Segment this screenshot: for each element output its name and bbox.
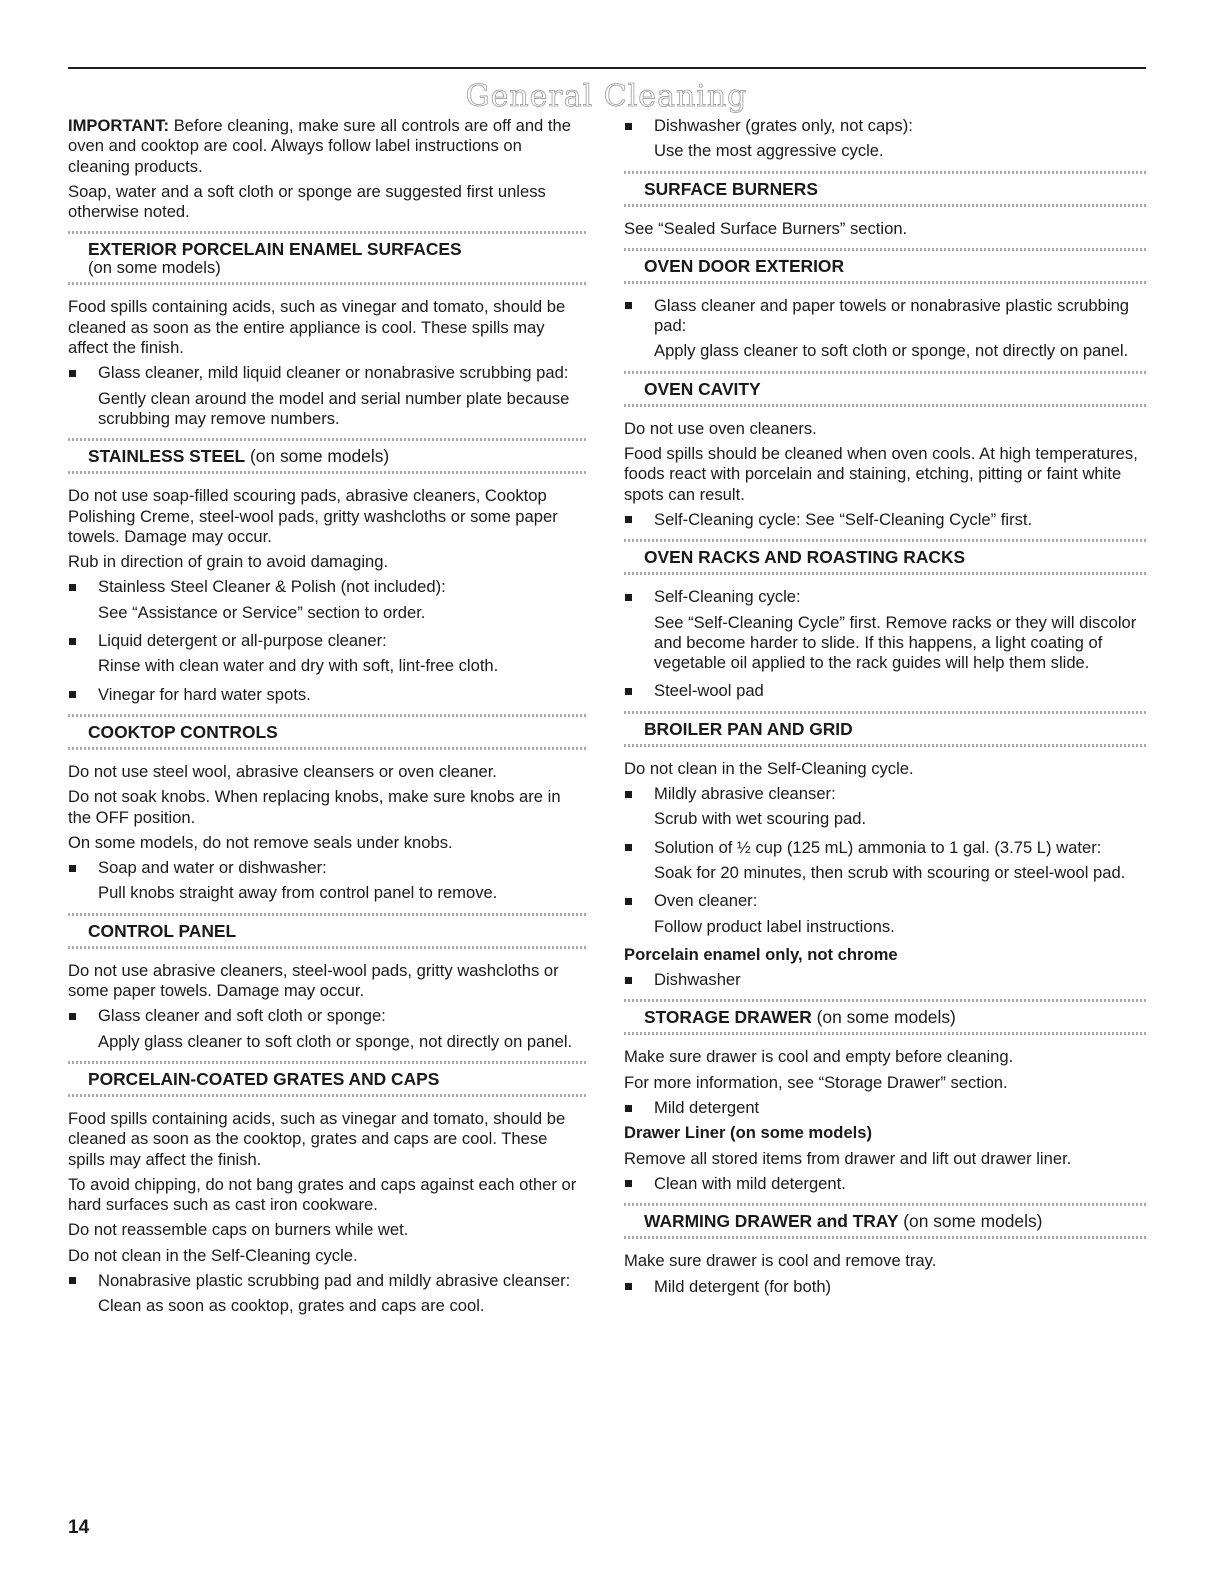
dotted-divider bbox=[68, 1094, 588, 1097]
bullet-detail: Rinse with clean water and dry with soft, lint-free cloth. bbox=[98, 656, 499, 676]
bullet-item: Oven cleaner: bbox=[624, 891, 1146, 911]
bullet-detail: Soak for 20 minutes, then scrub with scouring or steel-wool pad. bbox=[654, 862, 1126, 882]
bullet-item: Vinegar for hard water spots. bbox=[68, 685, 588, 705]
section-note: (on some models) bbox=[898, 1211, 1043, 1232]
bullet-detail: Gently clean around the model and serial number plate because scrubbing may remove numbers. bbox=[98, 388, 570, 428]
left-column bbox=[68, 116, 588, 1325]
section-header-cooktop-controls bbox=[68, 714, 588, 750]
bullet-detail: Scrub with wet scouring pad. bbox=[654, 809, 867, 829]
bullet-detail: See “Self-Cleaning Cycle” first. Remove racks or they will discolor and become harder to slide. If this happens, a light coating of vegetable oil applied to the rack guides will help them slide. bbox=[654, 612, 1137, 673]
important-text: Before cleaning, make sure all controls are off and the oven and cooktop are cool. Always follow label instructions on cleaning products. bbox=[68, 116, 571, 176]
section-header-oven-cavity bbox=[624, 371, 1146, 407]
dotted-divider bbox=[624, 204, 1146, 207]
dotted-divider bbox=[624, 1236, 1146, 1239]
bullet-item: Steel-wool pad bbox=[624, 681, 1146, 701]
bullet-item: Self-Cleaning cycle: bbox=[624, 587, 1146, 607]
bullet-item: Mildly abrasive cleanser: bbox=[624, 784, 1146, 804]
bullet-item: Solution of ½ cup (125 mL) ammonia to 1 gal. (3.75 L) water: bbox=[624, 838, 1146, 858]
bullet-detail: See “Assistance or Service” section to order. bbox=[98, 602, 426, 622]
bullet-item: Mild detergent (for both) bbox=[624, 1277, 1146, 1297]
section-header-exterior bbox=[68, 231, 588, 285]
bullet-item: Mild detergent bbox=[624, 1098, 1146, 1118]
bullet-detail: Use the most aggressive cycle. bbox=[654, 141, 884, 161]
paragraph: Do not clean in the Self-Cleaning cycle. bbox=[624, 758, 914, 778]
dotted-divider bbox=[624, 572, 1146, 575]
bullet-item: Clean with mild detergent. bbox=[624, 1174, 1146, 1194]
paragraph: Make sure drawer is cool and empty before cleaning. bbox=[624, 1047, 1014, 1067]
paragraph: For more information, see “Storage Drawer” section. bbox=[624, 1072, 1008, 1092]
dotted-divider bbox=[68, 747, 588, 750]
section-header-racks bbox=[624, 539, 1146, 575]
important-note bbox=[68, 116, 588, 177]
bullet-detail: Apply glass cleaner to soft cloth or sponge, not directly on panel. bbox=[654, 341, 1129, 361]
section-title: PORCELAIN-COATED GRATES AND CAPS bbox=[88, 1068, 440, 1089]
bullet-item: Liquid detergent or all-purpose cleaner: bbox=[68, 631, 588, 651]
section-title: COOKTOP CONTROLS bbox=[88, 721, 278, 742]
paragraph: Do not use steel wool, abrasive cleansers or oven cleaner. bbox=[68, 761, 497, 781]
section-title-text: STORAGE DRAWER bbox=[644, 1007, 812, 1028]
bullet-item: Dishwasher bbox=[624, 970, 1146, 990]
dotted-divider bbox=[624, 281, 1146, 284]
page-number: 14 bbox=[68, 1517, 90, 1538]
intro-paragraph: Soap, water and a soft cloth or sponge are suggested first unless otherwise noted. bbox=[68, 181, 546, 222]
bullet-item: Soap and water or dishwasher: bbox=[68, 858, 588, 878]
section-title: CONTROL PANEL bbox=[88, 920, 237, 941]
paragraph: Do not clean in the Self-Cleaning cycle. bbox=[68, 1245, 358, 1265]
right-column bbox=[624, 116, 1146, 1302]
bullet-item: Self-Cleaning cycle: See “Self-Cleaning Cycle” first. bbox=[624, 510, 1146, 530]
paragraph: Food spills containing acids, such as vinegar and tomato, should be cleaned as soon as the cooktop, grates and caps are cool. These spills may affect the finish. bbox=[68, 1108, 566, 1169]
section-header-warming bbox=[624, 1203, 1146, 1239]
section-title: OVEN RACKS AND ROASTING RACKS bbox=[644, 547, 966, 568]
header-rule bbox=[68, 67, 1146, 69]
bullet-detail: Apply glass cleaner to soft cloth or sponge, not directly on panel. bbox=[98, 1031, 573, 1051]
paragraph: Make sure drawer is cool and remove tray. bbox=[624, 1251, 937, 1271]
bullet-detail: Clean as soon as cooktop, grates and caps are cool. bbox=[98, 1296, 485, 1316]
subheading: Porcelain enamel only, not chrome bbox=[624, 944, 898, 964]
bullet-item: Glass cleaner and soft cloth or sponge: bbox=[68, 1006, 588, 1026]
section-title-text: WARMING DRAWER and TRAY bbox=[644, 1211, 899, 1232]
paragraph: Rub in direction of grain to avoid damaging. bbox=[68, 552, 389, 572]
bullet-item: Nonabrasive plastic scrubbing pad and mildly abrasive cleanser: bbox=[68, 1271, 588, 1291]
bullet-item: Stainless Steel Cleaner & Polish (not included): bbox=[68, 577, 588, 597]
paragraph: Do not reassemble caps on burners while wet. bbox=[68, 1220, 409, 1240]
section-header-storage bbox=[624, 999, 1146, 1035]
section-header-broiler bbox=[624, 711, 1146, 747]
section-title: BROILER PAN AND GRID bbox=[644, 718, 853, 739]
paragraph: Food spills should be cleaned when oven cools. At high temperatures, foods react with porcelain and staining, etching, pitting or faint white spots can result. bbox=[624, 444, 1138, 504]
bullet-detail: Pull knobs straight away from control panel to remove. bbox=[98, 883, 498, 903]
paragraph: Do not use oven cleaners. bbox=[624, 418, 817, 438]
paragraph: Do not use soap-filled scouring pads, abrasive cleaners, Cooktop Polishing Creme, steel-wool pads, gritty washcloths or some paper towels. Damage may occur. bbox=[68, 486, 558, 546]
bullet-item: Dishwasher (grates only, not caps): bbox=[624, 116, 1146, 136]
section-title: OVEN DOOR EXTERIOR bbox=[644, 255, 845, 276]
section-note: (on some models) bbox=[245, 446, 390, 467]
important-label: IMPORTANT: bbox=[68, 116, 170, 135]
subheading: Drawer Liner (on some models) bbox=[624, 1123, 873, 1143]
paragraph: Remove all stored items from drawer and lift out drawer liner. bbox=[624, 1148, 1072, 1168]
dotted-divider bbox=[68, 471, 588, 474]
dotted-divider bbox=[624, 404, 1146, 407]
section-note: (on some models) bbox=[811, 1007, 956, 1028]
dotted-divider bbox=[624, 744, 1146, 747]
section-title bbox=[68, 441, 588, 471]
section-header-oven-door bbox=[624, 248, 1146, 284]
section-header-control-panel bbox=[68, 913, 588, 949]
section-title bbox=[624, 1002, 1146, 1032]
section-header-stainless bbox=[68, 438, 588, 474]
page-title: General Cleaning bbox=[465, 79, 748, 114]
dotted-divider bbox=[68, 946, 588, 949]
paragraph: Food spills containing acids, such as vinegar and tomato, should be cleaned as soon as the entire appliance is cool. These spills may affect the finish. bbox=[68, 297, 566, 358]
paragraph: On some models, do not remove seals under knobs. bbox=[68, 832, 453, 852]
section-header-grates bbox=[68, 1061, 588, 1097]
paragraph: Do not soak knobs. When replacing knobs, make sure knobs are in the OFF position. bbox=[68, 787, 561, 827]
bullet-detail: Follow product label instructions. bbox=[654, 916, 895, 936]
section-title: SURFACE BURNERS bbox=[644, 178, 818, 199]
section-title: OVEN CAVITY bbox=[644, 378, 761, 399]
section-title-text: STAINLESS STEEL bbox=[88, 446, 246, 467]
dotted-divider bbox=[624, 1032, 1146, 1035]
section-subtitle: (on some models) bbox=[88, 258, 221, 278]
paragraph: See “Sealed Surface Burners” section. bbox=[624, 218, 908, 238]
section-title: EXTERIOR PORCELAIN ENAMEL SURFACES bbox=[88, 239, 462, 260]
dotted-divider bbox=[68, 282, 588, 285]
paragraph: Do not use abrasive cleaners, steel-wool pads, gritty washcloths or some paper towels. Damage may occur. bbox=[68, 960, 559, 1001]
paragraph: To avoid chipping, do not bang grates and caps against each other or hard surfaces such as cast iron cookware. bbox=[68, 1174, 577, 1215]
bullet-item: Glass cleaner, mild liquid cleaner or nonabrasive scrubbing pad: bbox=[68, 363, 588, 383]
section-header-surface-burners bbox=[624, 171, 1146, 207]
section-title bbox=[624, 1206, 1146, 1236]
bullet-item: Glass cleaner and paper towels or nonabrasive plastic scrubbing pad: bbox=[624, 296, 1146, 337]
